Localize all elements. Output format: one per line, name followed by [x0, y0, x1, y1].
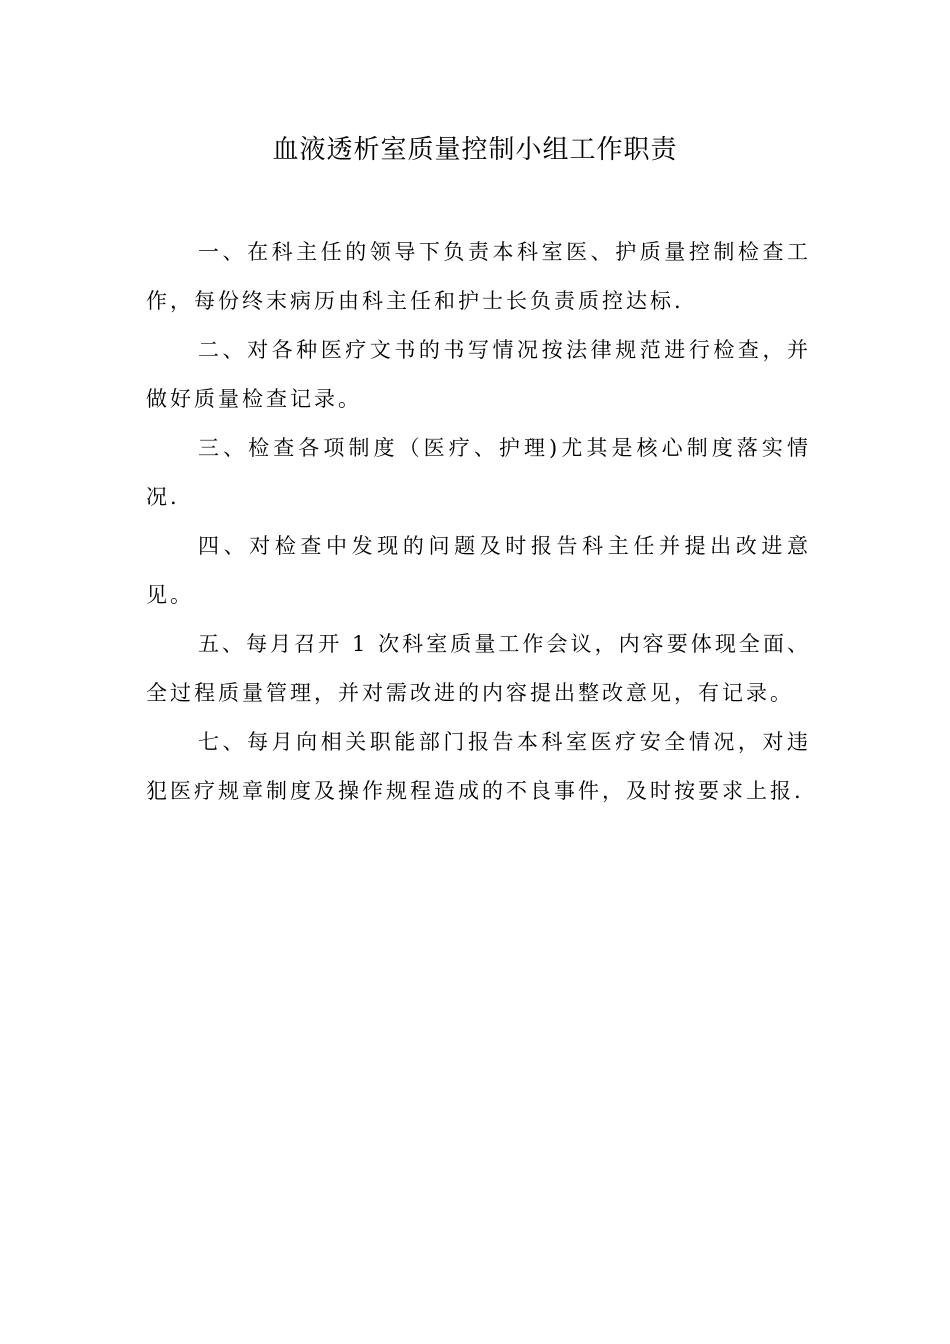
paragraph-4: 四、对检查中发现的问题及时报告科主任并提出改进意见。 — [146, 534, 811, 607]
paragraph-3: 三、检查各项制度（医疗、护理)尤其是核心制度落实情况. — [146, 436, 811, 509]
paragraph-6: 七、每月向相关职能部门报告本科室医疗安全情况，对违犯医疗规章制度及操作规程造成的不良事件，及时按要求上报. — [146, 730, 811, 803]
paragraph-2: 二、对各种医疗文书的书写情况按法律规范进行检查，并做好质量检查记录。 — [146, 338, 811, 411]
document-title: 血液透析室质量控制小组工作职责 — [272, 135, 678, 165]
document-body — [146, 228, 811, 816]
paragraph-5: 五、每月召开 1 次科室质量工作会议，内容要体现全面、全过程质量管理，并对需改进的内容提出整改意见，有记录。 — [146, 632, 811, 705]
paragraph-1: 一、在科主任的领导下负责本科室医、护质量控制检查工作，每份终末病历由科主任和护士长负责质控达标. — [146, 240, 811, 313]
